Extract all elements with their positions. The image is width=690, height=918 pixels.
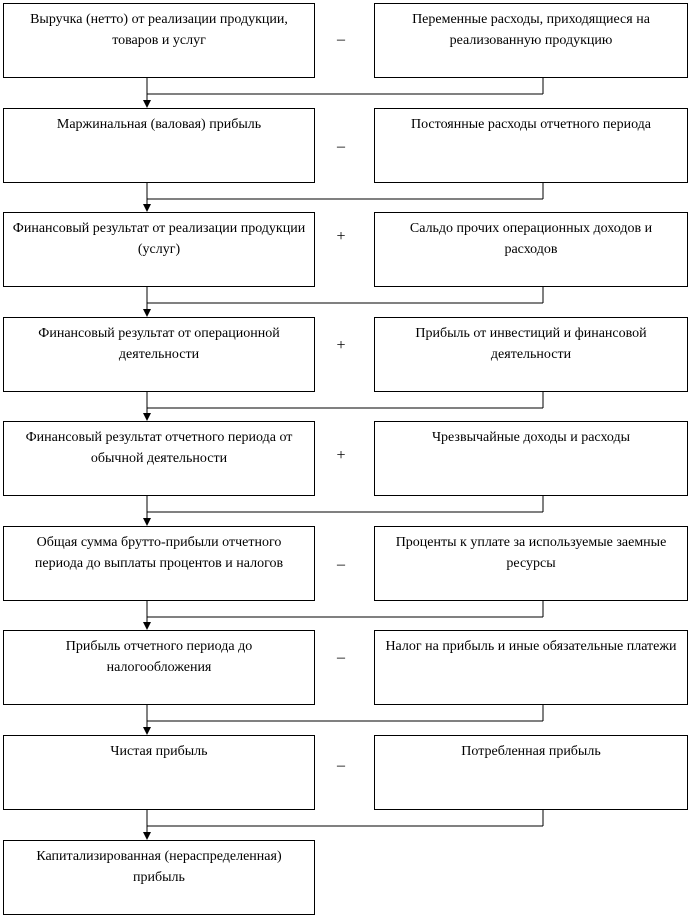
box-extraordinary-items: Чрезвычайные доходы и расходы (374, 421, 688, 496)
box-sales-result: Финансовый результат от реализации продукции (услуг) (3, 212, 315, 287)
operator-minus-7: – (337, 649, 345, 666)
box-net-revenue: Выручка (нетто) от реализации продукции, товаров и услуг (3, 3, 315, 78)
box-profit-before-tax: Прибыль отчетного периода до налогообложения (3, 630, 315, 705)
operator-plus-3: + (336, 228, 346, 245)
box-fixed-costs: Постоянные расходы отчетного периода (374, 108, 688, 183)
connector-arrowhead (143, 622, 151, 630)
operator-plus-5: + (336, 447, 346, 464)
box-operating-result: Финансовый результат от операционной деятельности (3, 317, 315, 392)
box-ordinary-activity-result: Финансовый результат отчетного периода от обычной деятельности (3, 421, 315, 496)
connector-arrowhead (143, 100, 151, 108)
box-capitalized-profit: Капитализированная (нераспределенная) прибыль (3, 840, 315, 915)
box-net-profit: Чистая прибыль (3, 735, 315, 810)
box-investment-financial-profit: Прибыль от инвестиций и финансовой деятельности (374, 317, 688, 392)
box-gross-profit-before-interest-tax: Общая сумма брутто-прибыли отчетного периода до выплаты процентов и налогов (3, 526, 315, 601)
operator-minus-8: – (337, 757, 345, 774)
connector-arrowhead (143, 413, 151, 421)
operator-minus-2: – (337, 138, 345, 155)
box-interest-payable: Проценты к уплате за используемые заемные ресурсы (374, 526, 688, 601)
connector-arrowhead (143, 309, 151, 317)
box-variable-costs: Переменные расходы, приходящиеся на реализованную продукцию (374, 3, 688, 78)
box-consumed-profit: Потребленная прибыль (374, 735, 688, 810)
connector-arrowhead (143, 518, 151, 526)
connector-arrowhead (143, 727, 151, 735)
operator-plus-4: + (336, 337, 346, 354)
operator-minus-6: – (337, 556, 345, 573)
connector-arrowhead (143, 204, 151, 212)
box-income-tax: Налог на прибыль и иные обязательные платежи (374, 630, 688, 705)
box-other-operating-balance: Сальдо прочих операционных доходов и расходов (374, 212, 688, 287)
connector-arrowhead (143, 832, 151, 840)
box-marginal-profit: Маржинальная (валовая) прибыль (3, 108, 315, 183)
operator-minus-1: – (337, 31, 345, 48)
